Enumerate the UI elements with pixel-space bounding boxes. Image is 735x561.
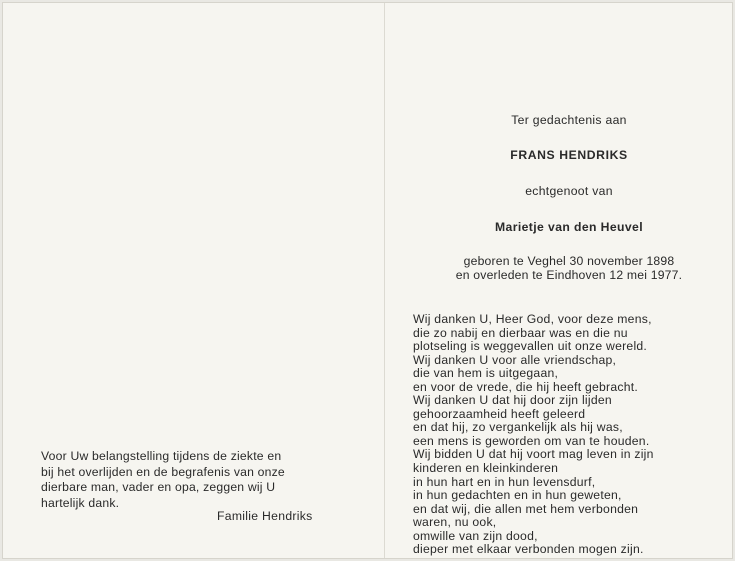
spouse-name: Marietje van den Heuvel (494, 220, 644, 234)
death-line: en overleden te Eindhoven 12 mei 1977. (455, 268, 683, 282)
prayer-line: kinderen en kleinkinderen (413, 461, 559, 476)
right-panel (385, 3, 733, 558)
prayer-line: in hun hart en in hun levensdurf, (413, 474, 596, 489)
prayer-text (413, 313, 713, 557)
prayer-line: Wij danken U voor alle vriendschap, (413, 352, 617, 367)
prayer-line: die van hem is uitgegaan, (413, 366, 559, 381)
relation-text: echtgenoot van (525, 184, 613, 198)
thanks-line: bij het overlijden en de begrafenis van onze (41, 464, 285, 479)
prayer-line: waren, nu ook, (413, 515, 497, 530)
life-dates (419, 254, 719, 282)
prayer-line: en dat wij, die allen met hem verbonden (413, 501, 639, 516)
thanks-line: Voor Uw belangstelling tijdens de ziekte en (41, 449, 282, 463)
birth-line: geboren te Veghel 30 november 1898 (463, 254, 675, 268)
prayer-line: en voor de vrede, die hij heeft gebracht. (413, 379, 639, 394)
memorial-intro: Ter gedachtenis aan (511, 113, 627, 127)
prayer-line: gehoorzaamheid heeft geleerd (413, 406, 586, 421)
prayer-line: die zo nabij en dierbaar was en die nu (413, 325, 628, 340)
left-panel (3, 3, 384, 558)
prayer-line: in hun gedachten en in hun geweten, (413, 488, 622, 503)
prayer-line: een mens is geworden om van te houden. (413, 433, 650, 448)
thanks-line: dierbare man, vader en opa, zeggen wij U (41, 480, 276, 495)
family-signature: Familie Hendriks (217, 509, 313, 523)
deceased-name: FRANS HENDRIKS (510, 148, 628, 162)
prayer-line: omwille van zijn dood, (413, 528, 538, 543)
prayer-line: en dat hij, zo vergankelijk als hij was, (413, 420, 623, 435)
thanks-line: hartelijk dank. (41, 495, 120, 510)
prayer-line: Wij bidden U dat hij voort mag leven in zijn (413, 447, 654, 462)
memorial-card (2, 2, 733, 559)
thanks-paragraph (41, 449, 325, 511)
prayer-line: plotseling is weggevallen uit onze wereld. (413, 339, 648, 354)
prayer-line: Wij danken U, Heer God, voor deze mens, (413, 312, 652, 326)
prayer-line: dieper met elkaar verbonden mogen zijn. (413, 542, 644, 557)
prayer-line: Wij danken U dat hij door zijn lijden (413, 393, 612, 408)
